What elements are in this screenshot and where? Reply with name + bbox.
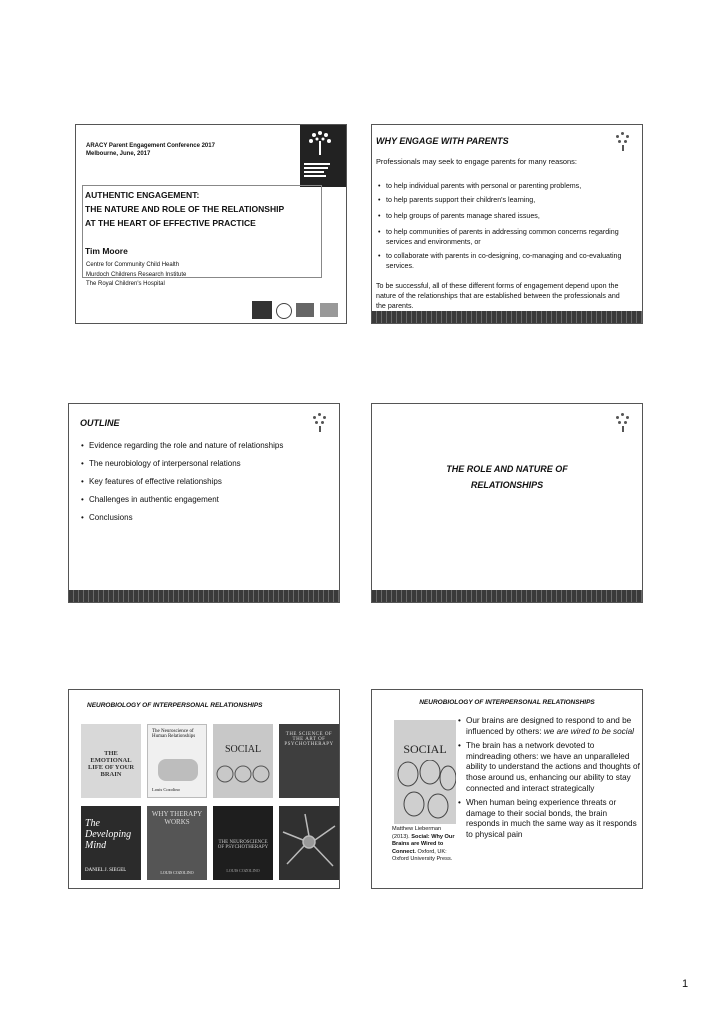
book-cover-neuroscience-psychotherapy xyxy=(213,806,273,880)
slide-6 xyxy=(371,689,643,889)
conference-location: Melbourne, June, 2017 xyxy=(86,151,151,157)
title-line-1: AUTHENTIC ENGAGEMENT: xyxy=(85,190,200,200)
book-author: DANIEL J. SIEGEL xyxy=(85,868,127,873)
neuron-icon xyxy=(279,806,339,880)
list-item: • to help communities of parents in addressing common concerns regarding services and environments, or xyxy=(386,227,630,247)
key-points-list xyxy=(466,716,640,841)
book-cover-science-of-art xyxy=(279,724,339,798)
affiliation-2: Murdoch Childrens Research Institute xyxy=(86,272,187,278)
partner-logo-4 xyxy=(320,303,338,317)
list-item: • Evidence regarding the role and nature of relationships xyxy=(89,440,289,451)
footer-bar xyxy=(372,590,642,602)
partner-logo-2 xyxy=(276,303,292,319)
slide-title: OUTLINE xyxy=(80,418,120,428)
section-title-line-1: THE ROLE AND NATURE OF xyxy=(446,464,568,474)
list-item: • to help individual parents with personal or parenting problems, xyxy=(386,181,630,191)
list-item-text: Our brains are designed to respond to and be influenced by others: xyxy=(466,716,632,736)
citation-publisher: Oxford, UK: Oxford University Press. xyxy=(392,848,453,863)
author-name: Tim Moore xyxy=(85,246,128,256)
tree-logo-icon xyxy=(309,410,331,432)
partner-logo-3 xyxy=(296,303,314,317)
book-cover-why-therapy-works xyxy=(147,806,207,880)
list-item: • Challenges in authentic engagement xyxy=(89,494,289,505)
citation-title: Social: Why Our Brains are Wired to Connect. xyxy=(392,833,455,855)
book-title: The Neuroscience of Human Relationships xyxy=(152,729,196,739)
footer-bar xyxy=(69,590,339,602)
list-item-text: When human being experience threats or damage to their social bonds, the brain responds in much the same way as it responds to physical pain xyxy=(466,798,637,839)
book-cover-neuroscience-relationships xyxy=(147,724,207,798)
intro-text: Professionals may seek to engage parents for many reasons: xyxy=(376,157,577,166)
faces-illustration xyxy=(213,760,273,790)
slide-1 xyxy=(75,124,347,324)
book-cover-social xyxy=(213,724,273,798)
book-title: WHY THERAPY WORKS xyxy=(151,810,203,826)
partner-logos xyxy=(252,301,340,319)
affiliation-3: The Royal Children's Hospital xyxy=(86,281,165,287)
list-item xyxy=(466,798,640,840)
book-cover-developing-mind xyxy=(81,806,141,880)
book-author: LOUIS COZOLINO xyxy=(160,870,194,875)
book-cover-social xyxy=(394,720,456,824)
slide-4 xyxy=(371,403,643,603)
book-cover-emotional-life xyxy=(81,724,141,798)
title-line-3: AT THE HEART OF EFFECTIVE PRACTICE xyxy=(85,218,256,228)
section-title-line-2: RELATIONSHIPS xyxy=(470,480,544,490)
slide-2 xyxy=(371,124,643,324)
book-title: The Developing Mind xyxy=(85,818,132,851)
list-item: • Key features of effective relationships xyxy=(89,476,289,487)
citation-author: Matthew Lieberman (2013). xyxy=(392,826,442,840)
tree-logo-icon xyxy=(612,129,634,151)
affiliation-1: Centre for Community Child Health xyxy=(86,262,180,268)
partner-logo-1 xyxy=(252,301,272,319)
list-item: • The neurobiology of interpersonal relations xyxy=(89,458,289,469)
list-item xyxy=(466,716,640,737)
faces-illustration xyxy=(394,760,456,824)
book-title: SOCIAL xyxy=(403,742,447,756)
footer-bar xyxy=(372,311,642,323)
list-item: • to collaborate with parents in co-designing, co-managing and co-evaluating services. xyxy=(386,251,630,271)
title-line-2: THE NATURE AND ROLE OF THE RELATIONSHIP xyxy=(85,204,285,214)
slide-3 xyxy=(68,403,340,603)
child-photo xyxy=(158,759,198,781)
book-title: SOCIAL xyxy=(224,744,262,755)
book-title: THE SCIENCE OF THE ART OF PSYCHOTHERAPY xyxy=(284,732,334,747)
tree-logo-icon xyxy=(300,125,347,187)
slide-title: NEUROBIOLOGY OF INTERPERSONAL RELATIONSHIPS xyxy=(87,702,263,709)
list-item-emphasis: we are wired to be social xyxy=(543,726,634,736)
list-item xyxy=(466,741,640,794)
list-item: • to help groups of parents manage shared issues, xyxy=(386,211,630,221)
reasons-list xyxy=(386,181,630,271)
list-item-text: The brain has a network devoted to mindreading others: we have an unparalleled ability to understand the actions and thoughts of those around us, enhancing our ability to stay connected and interact strategically xyxy=(466,741,640,793)
book-title: THE EMOTIONAL LIFE OF YOUR BRAIN xyxy=(87,750,135,778)
book-title: THE NEUROSCIENCE OF PSYCHOTHERAPY xyxy=(217,840,269,850)
book-author: LOUIS COZOLINO xyxy=(226,868,260,873)
tree-logo-icon xyxy=(612,410,634,432)
conference-name: ARACY Parent Engagement Conference 2017 xyxy=(86,143,215,149)
slide-5 xyxy=(68,689,340,889)
citation xyxy=(392,826,456,864)
list-item: • Conclusions xyxy=(89,512,289,523)
page-number: 1 xyxy=(682,978,689,990)
book-cover-neuron-image xyxy=(279,806,339,880)
outline-list xyxy=(89,440,289,523)
slide-title: NEUROBIOLOGY OF INTERPERSONAL RELATIONSHIPS xyxy=(419,699,595,706)
book-author: Louis Cozolino xyxy=(152,787,180,792)
slide-title: WHY ENGAGE WITH PARENTS xyxy=(376,136,509,146)
outro-text: To be successful, all of these different forms of engagement depend upon the nature of the relationships that are established between the professionals and the parents. xyxy=(376,282,620,310)
hospital-logo-block xyxy=(300,125,347,187)
list-item: • to help parents support their children's learning, xyxy=(386,195,630,205)
